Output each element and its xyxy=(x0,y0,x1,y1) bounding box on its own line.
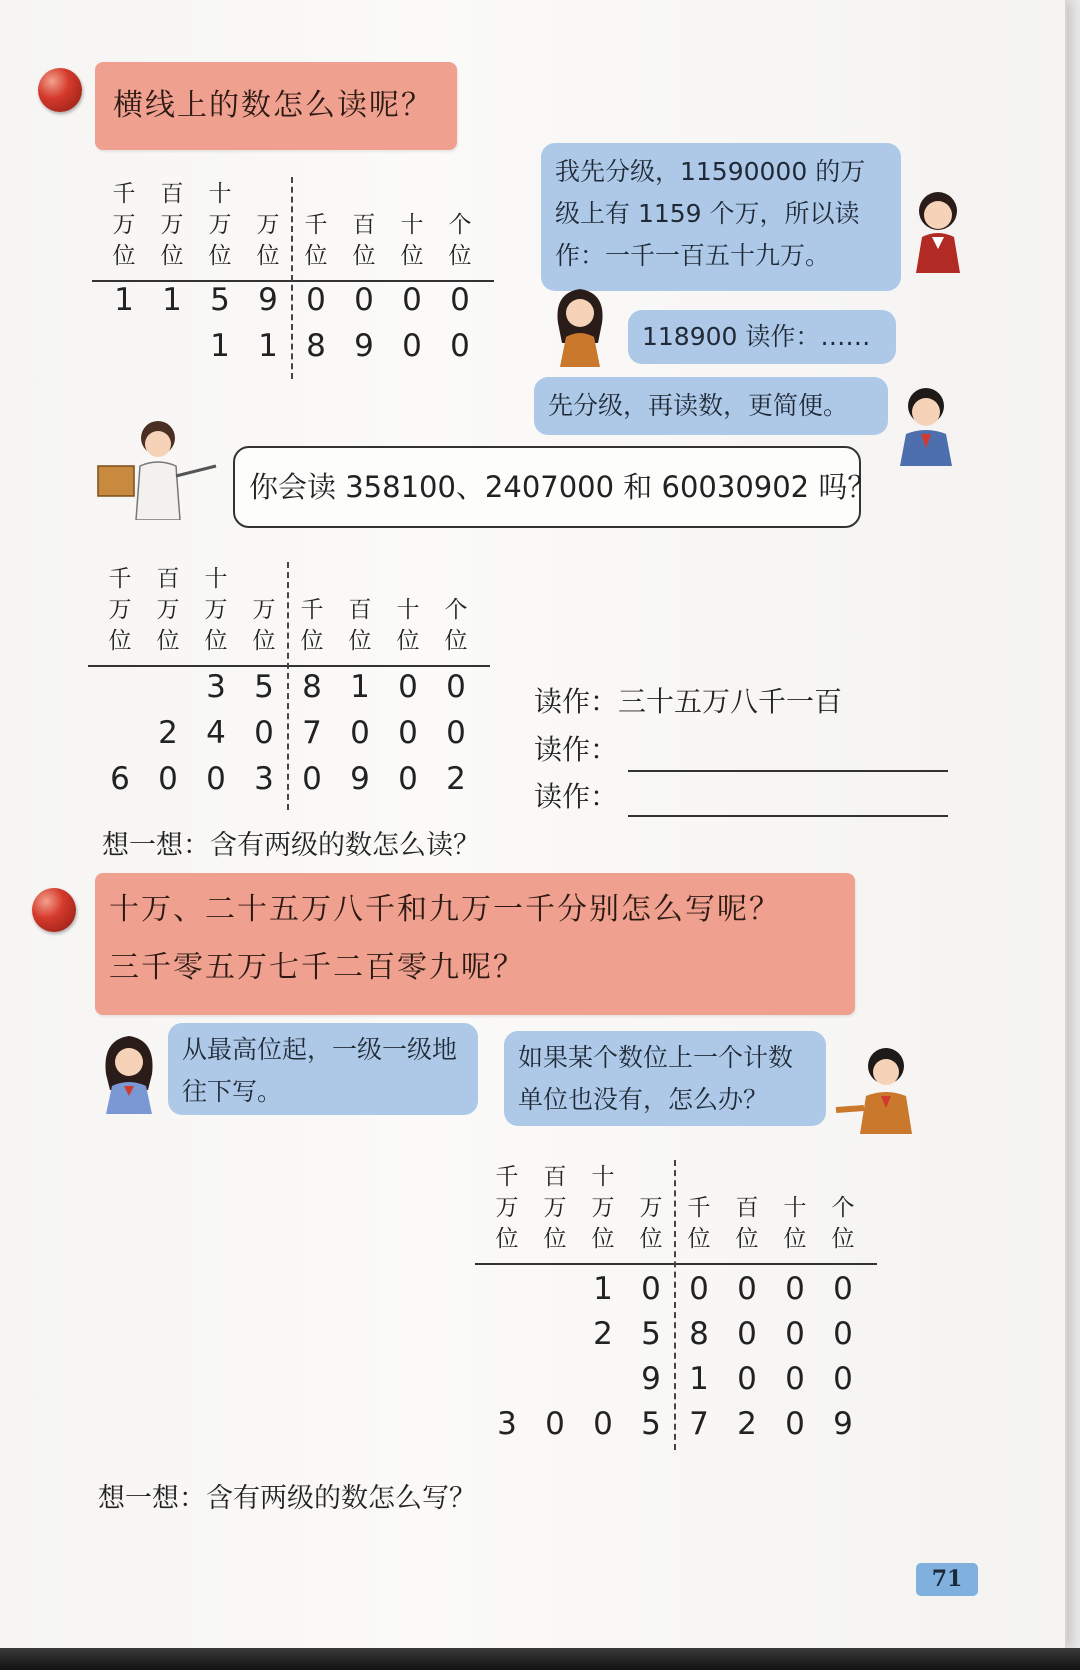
place-header-char: 位 xyxy=(300,628,324,654)
digit-cell: 0 xyxy=(450,282,470,318)
digit-cell: 0 xyxy=(689,1271,709,1307)
digit-cell: 6 xyxy=(110,761,130,797)
place-header-char: 万 xyxy=(156,597,180,623)
digit-cell: 2 xyxy=(737,1406,757,1442)
digit-cell: 0 xyxy=(206,761,226,797)
place-header xyxy=(194,564,238,657)
girl-figure-icon xyxy=(902,185,974,275)
place-header-char: 位 xyxy=(400,243,424,269)
digit-cell: 3 xyxy=(254,761,274,797)
place-header xyxy=(773,1193,817,1255)
digit-cell: 5 xyxy=(641,1316,661,1352)
digit-cell: 0 xyxy=(785,1361,805,1397)
read-as-label: 读作： xyxy=(534,780,619,813)
digit-cell: 7 xyxy=(302,715,322,751)
digit-cell: 0 xyxy=(254,715,274,751)
place-header-char: 位 xyxy=(252,628,276,654)
digit-cell: 0 xyxy=(785,1406,805,1442)
place-header-char: 万 xyxy=(160,212,184,238)
place-header-char: 位 xyxy=(304,243,328,269)
answer-blank-2[interactable] xyxy=(628,815,948,817)
digit-cell: 3 xyxy=(497,1406,517,1442)
digit-cell: 0 xyxy=(306,282,326,318)
place-header-char: 千 xyxy=(108,566,132,592)
place-header-char: 十 xyxy=(396,597,420,623)
digit-cell: 0 xyxy=(545,1406,565,1442)
digit-cell: 0 xyxy=(737,1271,757,1307)
digit-cell: 9 xyxy=(354,328,374,364)
place-header xyxy=(150,179,194,272)
place-header-char: 千 xyxy=(687,1195,711,1221)
place-header-char: 百 xyxy=(156,566,180,592)
place-header-char: 位 xyxy=(591,1226,615,1252)
table-rule xyxy=(475,1263,877,1265)
digit-cell: 1 xyxy=(593,1271,613,1307)
place-header xyxy=(485,1162,529,1255)
digit-cell: 0 xyxy=(641,1271,661,1307)
place-header xyxy=(146,564,190,657)
digit-cell: 5 xyxy=(210,282,230,318)
digit-cell: 0 xyxy=(737,1316,757,1352)
section-heading-reading: 横线上的数怎么读呢？ xyxy=(95,62,457,150)
place-header xyxy=(725,1193,769,1255)
place-header-char: 千 xyxy=(304,212,328,238)
digit-cell: 0 xyxy=(785,1271,805,1307)
place-header-char: 万 xyxy=(112,212,136,238)
place-header-char: 万 xyxy=(252,597,276,623)
place-header-char: 个 xyxy=(448,212,472,238)
digit-cell: 9 xyxy=(258,282,278,318)
place-header xyxy=(342,210,386,272)
question-bubble xyxy=(233,446,877,528)
place-header xyxy=(98,564,142,657)
boy-figure-icon xyxy=(834,1044,920,1134)
read-as-answer: 三十五万八千一百 xyxy=(618,685,843,718)
place-header-char: 千 xyxy=(495,1164,519,1190)
place-header-char: 位 xyxy=(156,628,180,654)
digit-cell: 0 xyxy=(402,282,422,318)
digit-cell: 0 xyxy=(350,715,370,751)
place-header xyxy=(438,210,482,272)
digit-cell: 0 xyxy=(398,715,418,751)
digit-cell: 8 xyxy=(302,669,322,705)
place-header-char: 位 xyxy=(735,1226,759,1252)
place-header-char: 十 xyxy=(591,1164,615,1190)
place-header-char: 位 xyxy=(352,243,376,269)
place-header-char: 万 xyxy=(208,212,232,238)
place-header-char: 千 xyxy=(112,181,136,207)
digit-cell: 9 xyxy=(641,1361,661,1397)
digit-cell: 1 xyxy=(689,1361,709,1397)
think-prompt-read: 想一想：含有两级的数怎么读？ xyxy=(102,830,480,861)
read-as-label: 读作： xyxy=(534,685,619,718)
red-ball-icon xyxy=(38,68,82,112)
answer-blank-1[interactable] xyxy=(628,770,948,772)
digit-cell: 0 xyxy=(402,328,422,364)
digit-cell: 2 xyxy=(593,1316,613,1352)
speech-bubble-boy: 先分级，再读数，更简便。 xyxy=(534,377,888,435)
digit-cell: 0 xyxy=(398,761,418,797)
digit-cell: 0 xyxy=(302,761,322,797)
place-header-char: 百 xyxy=(735,1195,759,1221)
place-header-char: 位 xyxy=(444,628,468,654)
place-header-char: 位 xyxy=(396,628,420,654)
digit-cell: 3 xyxy=(206,669,226,705)
place-header-char: 万 xyxy=(543,1195,567,1221)
place-header-char: 位 xyxy=(783,1226,807,1252)
boy-figure-icon xyxy=(888,382,964,466)
teacher-figure-icon xyxy=(96,416,222,520)
digit-cell: 0 xyxy=(446,715,466,751)
place-header xyxy=(533,1162,577,1255)
think-prompt-write: 想一想：含有两级的数怎么写？ xyxy=(98,1483,476,1514)
place-header xyxy=(246,210,290,272)
place-header xyxy=(290,595,334,657)
digit-cell: 1 xyxy=(114,282,134,318)
place-header xyxy=(629,1193,673,1255)
speech-bubble-girl: 从最高位起，一级一级地往下写。 xyxy=(168,1023,478,1115)
place-header-char: 位 xyxy=(112,243,136,269)
place-header-char: 位 xyxy=(831,1226,855,1252)
girl-figure-icon xyxy=(96,1030,162,1114)
digit-cell: 0 xyxy=(785,1316,805,1352)
place-header-char: 千 xyxy=(300,597,324,623)
place-header-char: 位 xyxy=(448,243,472,269)
place-header-char: 十 xyxy=(783,1195,807,1221)
digit-cell: 1 xyxy=(162,282,182,318)
digit-cell: 0 xyxy=(354,282,374,318)
place-header xyxy=(338,595,382,657)
digit-cell: 0 xyxy=(450,328,470,364)
place-header-char: 万 xyxy=(108,597,132,623)
digit-cell: 0 xyxy=(833,1271,853,1307)
digit-cell: 1 xyxy=(258,328,278,364)
place-header-char: 个 xyxy=(831,1195,855,1221)
digit-cell: 5 xyxy=(254,669,274,705)
place-header xyxy=(294,210,338,272)
place-header-char: 十 xyxy=(208,181,232,207)
class-separator xyxy=(674,1160,676,1450)
heading-line-2: 三千零五万七千二百零九呢？ xyxy=(109,950,525,985)
place-header-char: 位 xyxy=(108,628,132,654)
read-as-label: 读作： xyxy=(534,733,619,766)
place-header-char: 百 xyxy=(352,212,376,238)
girl-with-braids-icon xyxy=(548,283,612,368)
place-header-char: 万 xyxy=(639,1195,663,1221)
place-header-char: 位 xyxy=(348,628,372,654)
heading-line-1: 十万、二十五万八千和九万一千分别怎么写呢？ xyxy=(109,892,781,927)
section-heading-writing xyxy=(95,873,855,1015)
digit-cell: 7 xyxy=(689,1406,709,1442)
digit-cell: 0 xyxy=(398,669,418,705)
class-separator xyxy=(287,562,289,810)
digit-cell: 1 xyxy=(210,328,230,364)
digit-cell: 0 xyxy=(446,669,466,705)
speech-bubble-girl-top: 我先分级，11590000 的万级上有 1159 个万，所以读作：一千一百五十九万。 xyxy=(541,143,901,291)
place-header-char: 位 xyxy=(256,243,280,269)
place-header-char: 十 xyxy=(204,566,228,592)
place-header-char: 个 xyxy=(444,597,468,623)
digit-cell: 0 xyxy=(833,1361,853,1397)
place-header-char: 位 xyxy=(160,243,184,269)
place-header-char: 位 xyxy=(204,628,228,654)
place-header-char: 位 xyxy=(639,1226,663,1252)
place-header xyxy=(242,595,286,657)
place-header xyxy=(581,1162,625,1255)
speech-bubble-boy: 如果某个数位上一个计数单位也没有，怎么办？ xyxy=(504,1031,826,1126)
teacher-question-text: 你会读 358100、2407000 和 60030902 吗？ xyxy=(249,470,877,504)
place-header xyxy=(821,1193,865,1255)
digit-cell: 0 xyxy=(833,1316,853,1352)
digit-cell: 0 xyxy=(737,1361,757,1397)
read-as-line-1 xyxy=(534,680,842,720)
place-header-char: 百 xyxy=(348,597,372,623)
place-header-char: 位 xyxy=(687,1226,711,1252)
place-header-char: 万 xyxy=(495,1195,519,1221)
digit-cell: 5 xyxy=(641,1406,661,1442)
place-header xyxy=(102,179,146,272)
place-header xyxy=(386,595,430,657)
place-header-char: 万 xyxy=(256,212,280,238)
digit-cell: 8 xyxy=(689,1316,709,1352)
digit-cell: 2 xyxy=(158,715,178,751)
place-header-char: 位 xyxy=(495,1226,519,1252)
digit-cell: 0 xyxy=(593,1406,613,1442)
place-header-char: 位 xyxy=(208,243,232,269)
table-rule xyxy=(88,665,490,667)
place-header xyxy=(198,179,242,272)
place-header xyxy=(434,595,478,657)
digit-cell: 0 xyxy=(158,761,178,797)
place-header-char: 位 xyxy=(543,1226,567,1252)
red-ball-icon xyxy=(32,888,76,932)
desk-edge xyxy=(0,1648,1080,1670)
place-header-char: 百 xyxy=(160,181,184,207)
digit-cell: 2 xyxy=(446,761,466,797)
place-header-char: 万 xyxy=(204,597,228,623)
class-separator xyxy=(291,177,293,379)
digit-cell: 4 xyxy=(206,715,226,751)
place-header-char: 十 xyxy=(400,212,424,238)
place-header-char: 百 xyxy=(543,1164,567,1190)
digit-cell: 9 xyxy=(833,1406,853,1442)
speech-bubble-girl-left: 118900 读作：…… xyxy=(628,310,896,364)
digit-cell: 1 xyxy=(350,669,370,705)
page-number: 71 xyxy=(916,1563,978,1596)
place-header xyxy=(390,210,434,272)
place-header-char: 万 xyxy=(591,1195,615,1221)
place-header xyxy=(677,1193,721,1255)
digit-cell: 9 xyxy=(350,761,370,797)
digit-cell: 8 xyxy=(306,328,326,364)
